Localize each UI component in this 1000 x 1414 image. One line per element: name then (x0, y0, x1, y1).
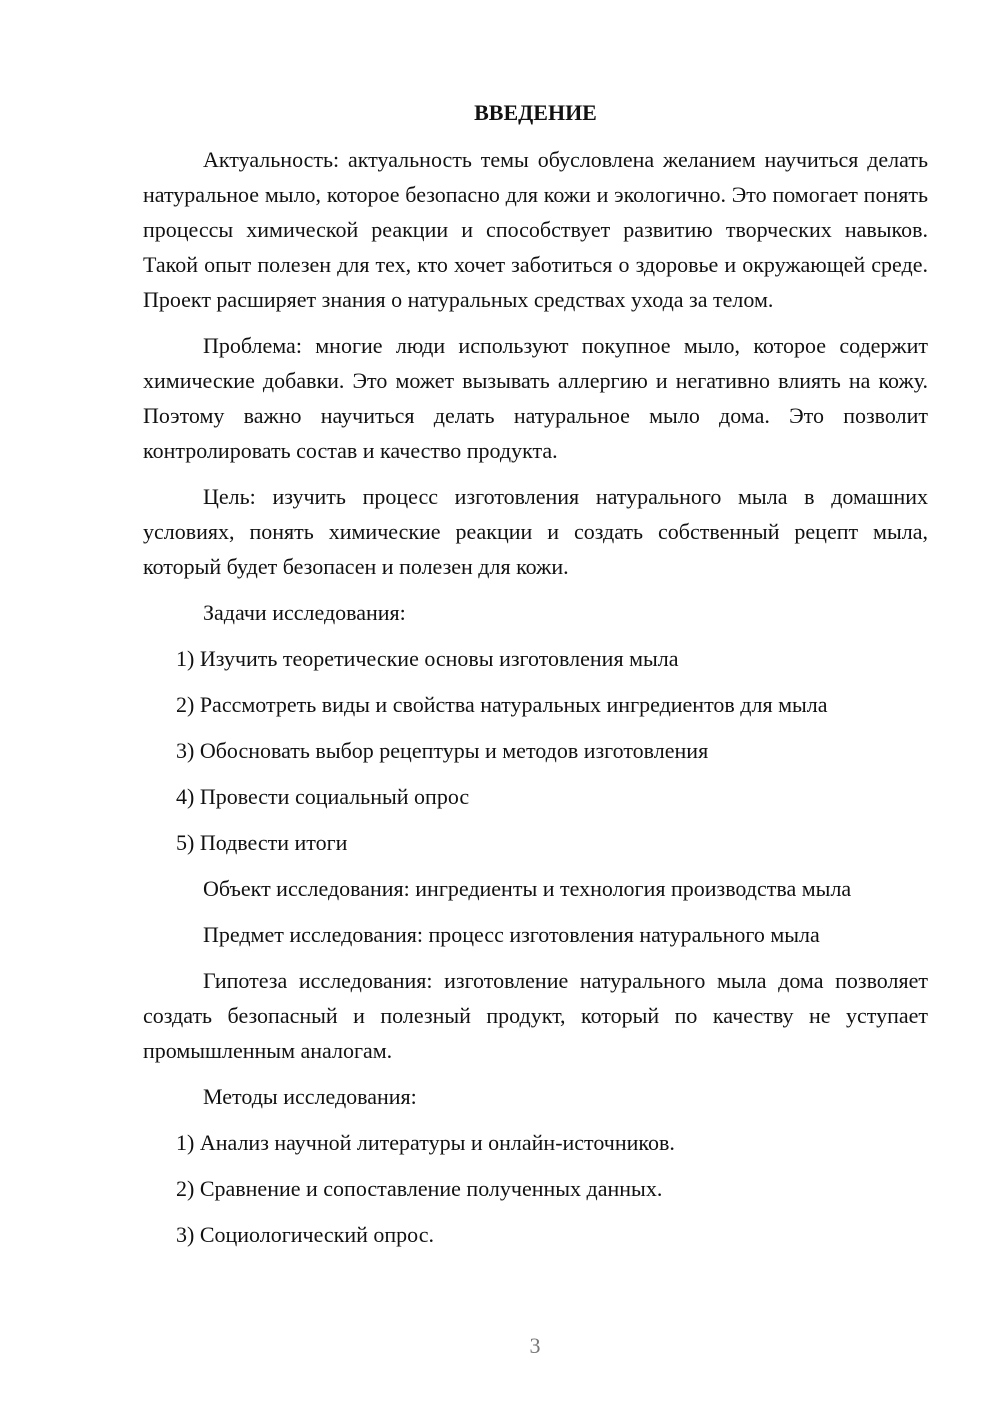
object-paragraph: Объект исследования: ингредиенты и технология производства мыла (203, 876, 852, 901)
list-item: 3) Обосновать выбор рецептуры и методов изготовления (176, 738, 709, 763)
section-title: ВВЕДЕНИЕ (474, 100, 597, 125)
list-item: 1) Анализ научной литературы и онлайн-источников. (176, 1130, 675, 1155)
list-item: 1) Изучить теоретические основы изготовления мыла (176, 646, 679, 671)
page-number: 3 (529, 1333, 541, 1358)
list-item: 2) Рассмотреть виды и свойства натуральных ингредиентов для мыла (176, 692, 828, 717)
methods-header: Методы исследования: (203, 1084, 417, 1109)
document-page (143, 95, 928, 1263)
methods-list (143, 1125, 928, 1252)
relevance-paragraph: Актуальность: актуальность темы обусловлена желанием научиться делать натуральное мыло, которое безопасно для кожи и экологично. Это помогает понять процессы химической реакции и способствует развитию творческих навыков. Такой опыт полезен для тех, кто хочет заботиться о здоровье и окружающей среде. Проект расширяет знания о натуральных средствах ухода за телом. (143, 147, 928, 312)
problem-paragraph: Проблема: многие люди используют покупное мыло, которое содержит химические добавки. Это может вызывать аллергию и негативно влиять на кожу. Поэтому важно научиться делать натуральное мыло дома. Это позволит контролировать состав и качество продукта. (143, 333, 928, 463)
list-item: 2) Сравнение и сопоставление полученных данных. (176, 1176, 663, 1201)
subject-paragraph: Предмет исследования: процесс изготовления натурального мыла (203, 922, 820, 947)
hypothesis-paragraph: Гипотеза исследования: изготовление натурального мыла дома позволяет создать безопасный и полезный продукт, который по качеству не уступает промышленным аналогам. (143, 968, 928, 1063)
goal-paragraph: Цель: изучить процесс изготовления натурального мыла в домашних условиях, понять химические реакции и создать собственный рецепт мыла, который будет безопасен и полезен для кожи. (143, 484, 928, 579)
list-item: 4) Провести социальный опрос (176, 784, 470, 809)
tasks-header: Задачи исследования: (203, 600, 406, 625)
list-item: 3) Социологический опрос. (176, 1222, 434, 1247)
list-item: 5) Подвести итоги (176, 830, 348, 855)
tasks-list (143, 641, 928, 860)
